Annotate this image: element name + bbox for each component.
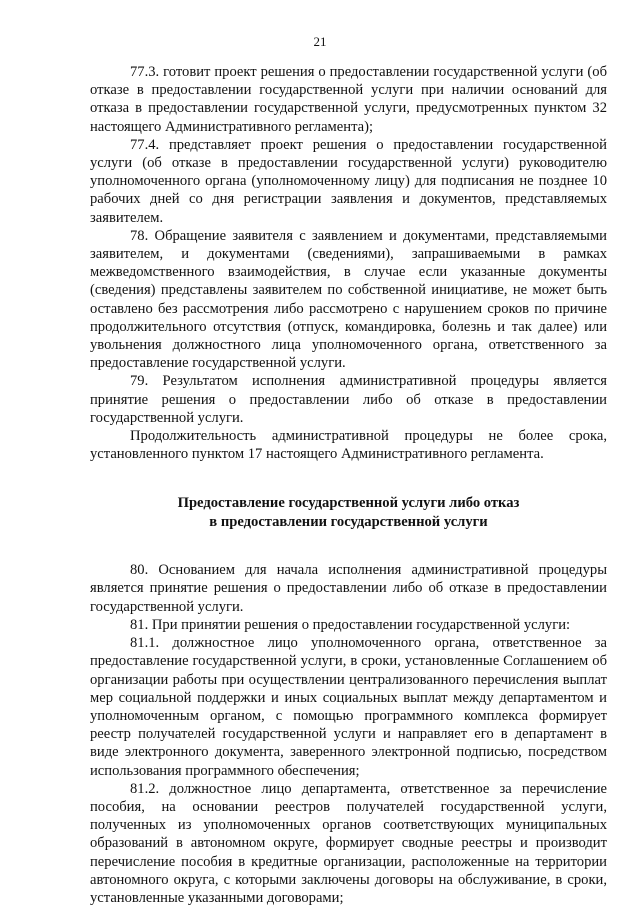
paragraph-duration: Продолжительность административной процедуры не более срока, установленного пунктом 17 настоящего Административного регламента. [90, 428, 607, 463]
section-heading-line-1: Предоставление государственной услуги либо отказ [177, 495, 520, 512]
paragraph-78: 78. Обращение заявителя с заявлением и документами, представляемыми заявителем, и документами (сведениями), запрашиваемыми в рамках межведомственного взаимодействия, в случае если указанные документы (сведения) представлены заявителем по собственной инициативе, не может быть оставлено без рассмотрения либо рассмотрено с нарушением сроков по причине продолжительного отсутствия (отпуск, командировка, болезнь и так далее) или увольнения должностного лица уполномоченного органа, ответственного за предоставление государственной услуги. [90, 227, 607, 372]
paragraph-81-1: 81.1. должностное лицо уполномоченного органа, ответственное за предоставление государственной услуги, в сроки, установленные Соглашением об организации работы при осуществлении централизованного перечисления выплат мер социальной поддержки и иных социальных выплат между департаментом и уполномоченным органом, с помощью программного комплекса формирует реестр получателей государственной услуги и направляет его в департамент в виде электронного документа, заверенного электронной подписью, посредством использования программного обеспечения; [90, 635, 607, 779]
section-heading-line-2: в предоставлении государственной услуги [209, 513, 488, 530]
paragraph-77-4: 77.4. представляет проект решения о предоставлении государственной услуги (об отказе в предоставлении государственной услуги) руководителю уполномоченного органа (уполномоченному лицу) для подписания не позднее 10 рабочих дней со дня регистрации заявления и документов, представляемых заявителем. [90, 136, 607, 226]
paragraph-81-2: 81.2. должностное лицо департамента, ответственное за перечисление пособия, на основании реестров получателей государственной услуги, полученных из уполномоченных органов соответствующих муниципальных образований в автономном округе, формирует сводные реестры и производит перечисление пособия в кредитные организации, расположенные на территории автономного округа, с которыми заключены договоры на обслуживание, в сроки, установленные указанными договорами; [90, 780, 607, 906]
paragraph-79: 79. Результатом исполнения административной процедуры является принятие решения о предоставлении либо об отказе в предоставлении государственной услуги. [90, 373, 607, 426]
section-heading [90, 494, 607, 531]
paragraph-77-3: 77.3. готовит проект решения о предоставлении государственной услуги (об отказе в предоставлении государственной услуги при наличии оснований для отказа в предоставлении государственной услуги, предусмотренных пунктом 32 настоящего Административного регламента); [90, 64, 607, 135]
paragraph-81: 81. При принятии решения о предоставлении государственной услуги: [130, 616, 571, 633]
page-number: 21 [313, 34, 327, 49]
paragraph-80: 80. Основанием для начала исполнения административной процедуры является принятие решения о предоставлении либо об отказе в предоставлении государственной услуги. [90, 562, 607, 615]
document-body [90, 63, 607, 907]
